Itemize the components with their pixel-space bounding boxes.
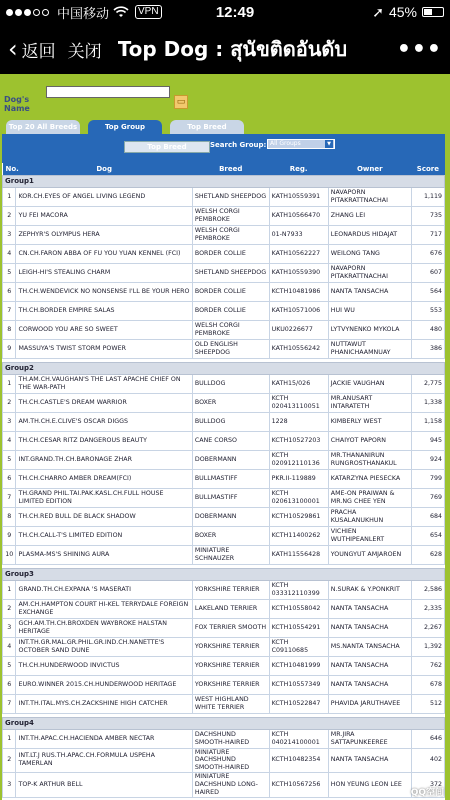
table-row[interactable] bbox=[3, 748, 445, 773]
rank-cell: 7 bbox=[3, 301, 16, 320]
owner-cell: HON YEUNG LEON LEE bbox=[328, 773, 411, 798]
owner-cell: MR.THANANIRUN RUNGROSTHANAKUL bbox=[328, 450, 411, 469]
dog-name-cell: GRAND.TH.CH.EXPANA 'S MASERATI bbox=[16, 580, 192, 599]
dog-name-cell: MASSUYA'S TWIST STORM POWER bbox=[16, 339, 192, 358]
dog-name-cell: CN.CH.FARON ABBA OF FU YOU YUAN KENNEL (FCI) bbox=[16, 244, 192, 263]
rank-cell: 9 bbox=[3, 339, 16, 358]
breed-cell: MINIATURE DACHSHUND SMOOTH-HAIRED bbox=[192, 748, 269, 773]
dog-name-cell: INT.LT.J RUS.TH.APAC.CH.FORMULA USPEHA TAMERLAN bbox=[16, 748, 192, 773]
col-header-no: No. bbox=[3, 163, 16, 175]
search-group-select[interactable] bbox=[267, 139, 335, 149]
reg-cell: 01-N7933 bbox=[269, 225, 328, 244]
tab-top-breed[interactable]: Top Breed bbox=[170, 120, 244, 134]
dog-name-cell: TH.CH.HUNDERWOOD INVICTUS bbox=[16, 656, 192, 675]
table-row[interactable] bbox=[3, 773, 445, 798]
dog-name-cell: GCH.AM.TH.CH.BROXDEN WAYBROKE HALSTAN HERITAGE bbox=[16, 618, 192, 637]
breed-cell: BULLDOG bbox=[192, 374, 269, 393]
table-row[interactable] bbox=[3, 282, 445, 301]
folder-search-icon: ▭ bbox=[176, 97, 186, 107]
signal-strength-icon bbox=[6, 9, 49, 16]
table-row[interactable] bbox=[3, 526, 445, 545]
signal-dot bbox=[6, 9, 13, 16]
breed-cell: BOXER bbox=[192, 393, 269, 412]
group-name: Group4 bbox=[3, 717, 445, 729]
reg-cell: KCTH10557349 bbox=[269, 675, 328, 694]
score-cell: 2,335 bbox=[411, 599, 444, 618]
reg-cell: KCTH10558042 bbox=[269, 599, 328, 618]
score-cell: 1,338 bbox=[411, 393, 444, 412]
rank-cell: 6 bbox=[3, 469, 16, 488]
dog-name-label: Dog's Name bbox=[4, 95, 30, 113]
filter-bar bbox=[2, 137, 445, 163]
table-row[interactable] bbox=[3, 545, 445, 564]
owner-cell: CHAIYOT PAPORN bbox=[328, 431, 411, 450]
reg-cell: KCTH10527203 bbox=[269, 431, 328, 450]
score-cell: 762 bbox=[411, 656, 444, 675]
dog-name-cell: EURO.WINNER 2015.CH.HUNDERWOOD HERITAGE bbox=[16, 675, 192, 694]
reg-cell: KCTH 040214100001 bbox=[269, 729, 328, 748]
rank-cell: 6 bbox=[3, 282, 16, 301]
group-name: Group3 bbox=[3, 568, 445, 580]
rank-cell: 1 bbox=[3, 187, 16, 206]
table-row[interactable] bbox=[3, 431, 445, 450]
score-cell: 386 bbox=[411, 339, 444, 358]
reg-cell: KCTH10529861 bbox=[269, 507, 328, 526]
reg-cell: UKU0226677 bbox=[269, 320, 328, 339]
owner-cell: NANTA TANSACHA bbox=[328, 599, 411, 618]
owner-cell: MR.JIRA SATTAPUNKEEREE bbox=[328, 729, 411, 748]
rank-cell: 8 bbox=[3, 507, 16, 526]
rank-cell: 2 bbox=[3, 393, 16, 412]
breed-cell: WELSH CORGI PEMBROKE bbox=[192, 225, 269, 244]
dog-name-cell: TH.CH.WENDEVICK NO NONSENSE I'LL BE YOUR HERO bbox=[16, 282, 192, 301]
table-row[interactable] bbox=[3, 244, 445, 263]
score-cell: 402 bbox=[411, 748, 444, 773]
table-row[interactable] bbox=[3, 618, 445, 637]
location-arrow-icon: ➚ bbox=[372, 3, 384, 20]
table-row[interactable] bbox=[3, 339, 445, 358]
search-group-value: All Groups bbox=[270, 140, 301, 147]
table-row[interactable] bbox=[3, 450, 445, 469]
dog-name-cell: TH.CH.CESAR RITZ DANGEROUS BEAUTY bbox=[16, 431, 192, 450]
status-time: 12:49 bbox=[215, 3, 255, 21]
rank-cell: 2 bbox=[3, 748, 16, 773]
breed-cell: YORKSHIRE TERRIER bbox=[192, 656, 269, 675]
table-row[interactable] bbox=[3, 675, 445, 694]
score-cell: 678 bbox=[411, 675, 444, 694]
breed-cell: DOBERMANN bbox=[192, 450, 269, 469]
dog-name-cell: KOR.CH.EYES OF ANGEL LIVING LEGEND bbox=[16, 187, 192, 206]
back-button[interactable]: 返回 bbox=[21, 41, 56, 62]
reg-cell: KATH15/026 bbox=[269, 374, 328, 393]
wifi-icon bbox=[113, 6, 129, 18]
status-bar bbox=[0, 0, 450, 24]
owner-cell: MS.NANTA TANSACHA bbox=[328, 637, 411, 656]
breed-cell: SHETLAND SHEEPDOG bbox=[192, 187, 269, 206]
breed-cell: SHETLAND SHEEPDOG bbox=[192, 263, 269, 282]
score-cell: 1,392 bbox=[411, 637, 444, 656]
breed-cell: WEST HIGHLAND WHITE TERRIER bbox=[192, 694, 269, 713]
table-row[interactable] bbox=[3, 225, 445, 244]
signal-dot bbox=[24, 9, 31, 16]
owner-cell: NANTA TANSACHA bbox=[328, 675, 411, 694]
breed-cell: DOBERMANN bbox=[192, 507, 269, 526]
reg-cell: KATH10571006 bbox=[269, 301, 328, 320]
table-row[interactable] bbox=[3, 301, 445, 320]
table-row[interactable] bbox=[3, 412, 445, 431]
breed-cell: YORKSHIRE TERRIER bbox=[192, 580, 269, 599]
rank-cell: 3 bbox=[3, 773, 16, 798]
col-header-reg: Reg. bbox=[269, 163, 328, 175]
close-button[interactable]: 关闭 bbox=[67, 41, 102, 62]
score-cell: 646 bbox=[411, 729, 444, 748]
table-row[interactable] bbox=[3, 206, 445, 225]
reg-cell: KCTH11400262 bbox=[269, 526, 328, 545]
table-row[interactable] bbox=[3, 507, 445, 526]
score-cell: 684 bbox=[411, 507, 444, 526]
breed-cell: BULLMASTIFF bbox=[192, 469, 269, 488]
table-row[interactable] bbox=[3, 469, 445, 488]
rank-cell: 5 bbox=[3, 263, 16, 282]
owner-cell: PRACHA KUSALANUKHUN bbox=[328, 507, 411, 526]
rank-cell: 3 bbox=[3, 412, 16, 431]
page-title: Top Dog : สุนัขติดอันดับ bbox=[117, 37, 348, 61]
breed-cell: BORDER COLLIE bbox=[192, 282, 269, 301]
score-cell: 607 bbox=[411, 263, 444, 282]
owner-cell: NANTA TANSACHA bbox=[328, 748, 411, 773]
table-row[interactable] bbox=[3, 263, 445, 282]
top-breed-button[interactable]: Top Breed bbox=[124, 141, 210, 153]
score-cell: 512 bbox=[411, 694, 444, 713]
rank-cell: 4 bbox=[3, 637, 16, 656]
reg-cell: KCTH10481999 bbox=[269, 656, 328, 675]
col-header-owner: Owner bbox=[328, 163, 411, 175]
score-cell: 945 bbox=[411, 431, 444, 450]
battery-fill bbox=[424, 9, 432, 15]
reg-cell: KATH10566470 bbox=[269, 206, 328, 225]
dog-name-cell: TH.AM.CH.VAUGHAN'S THE LAST APACHE CHIEF ON THE WAR-PATH bbox=[16, 374, 192, 393]
score-cell: 480 bbox=[411, 320, 444, 339]
score-cell: 676 bbox=[411, 244, 444, 263]
table-row[interactable] bbox=[3, 187, 445, 206]
dog-name-cell: CORWOOD YOU ARE SO SWEET bbox=[16, 320, 192, 339]
score-cell: 564 bbox=[411, 282, 444, 301]
owner-cell: LEONARDUS HIDAJAT bbox=[328, 225, 411, 244]
rank-cell: 1 bbox=[3, 729, 16, 748]
group-name: Group2 bbox=[3, 362, 445, 374]
rank-cell: 1 bbox=[3, 374, 16, 393]
owner-cell: NANTA TANSACHA bbox=[328, 656, 411, 675]
reg-cell: PKR.II-119889 bbox=[269, 469, 328, 488]
tab-bar bbox=[6, 120, 444, 134]
reg-cell: KATH10559391 bbox=[269, 187, 328, 206]
breed-cell: CANE CORSO bbox=[192, 431, 269, 450]
score-cell: 2,775 bbox=[411, 374, 444, 393]
dog-name-cell: AM.TH.CH.E.CLIVE'S OSCAR DIGGS bbox=[16, 412, 192, 431]
dog-search-row bbox=[4, 84, 450, 113]
breed-cell: DACHSHUND SMOOTH-HAIRED bbox=[192, 729, 269, 748]
owner-cell: NAVAPORN PITAKRATTNACHAI bbox=[328, 187, 411, 206]
table-body bbox=[3, 175, 445, 800]
rank-cell: 4 bbox=[3, 431, 16, 450]
breed-cell: BULLDOG bbox=[192, 412, 269, 431]
rank-cell: 5 bbox=[3, 656, 16, 675]
owner-cell: YOUNGYUT AMJAROEN bbox=[328, 545, 411, 564]
reg-cell: 1228 bbox=[269, 412, 328, 431]
watermark: QQ空间 bbox=[410, 788, 444, 798]
rank-cell: 2 bbox=[3, 206, 16, 225]
rank-cell: 5 bbox=[3, 450, 16, 469]
breed-cell: MINIATURE SCHNAUZER bbox=[192, 545, 269, 564]
nav-bar bbox=[0, 24, 450, 74]
reg-cell: KCTH10481986 bbox=[269, 282, 328, 301]
score-cell: 1,119 bbox=[411, 187, 444, 206]
rank-cell: 10 bbox=[3, 545, 16, 564]
dog-name-cell: TH.CH.CALL-T'S LIMITED EDITION bbox=[16, 526, 192, 545]
group-header-row bbox=[3, 175, 445, 187]
signal-dot bbox=[33, 9, 40, 16]
more-menu-icon[interactable]: ••• bbox=[396, 36, 442, 62]
score-cell: 769 bbox=[411, 488, 444, 507]
vpn-badge: VPN bbox=[135, 5, 162, 19]
reg-cell: KATH10562227 bbox=[269, 244, 328, 263]
owner-cell: N.SURAK & Y.PONKRIT bbox=[328, 580, 411, 599]
reg-cell: KCTH 020413110051 bbox=[269, 393, 328, 412]
results-panel bbox=[2, 134, 445, 800]
score-cell: 799 bbox=[411, 469, 444, 488]
dog-name-cell: LEIGH-HI'S STEALING CHARM bbox=[16, 263, 192, 282]
owner-cell: NANTA TANSACHA bbox=[328, 282, 411, 301]
status-right bbox=[294, 4, 444, 21]
dog-name-cell: INT.TH.APAC.CH.HACIENDA AMBER NECTAR bbox=[16, 729, 192, 748]
dog-name-cell: INT.TH.ITAL.MYS.CH.ZACKSHINE HIGH CATCHER bbox=[16, 694, 192, 713]
rank-cell: 3 bbox=[3, 225, 16, 244]
breed-cell: LAKELAND TERRIER bbox=[192, 599, 269, 618]
reg-cell: KCTH 020613100001 bbox=[269, 488, 328, 507]
owner-cell: LYTVYNENKO MYKOLA bbox=[328, 320, 411, 339]
breed-cell: MINIATURE DACHSHUND LONG-HAIRED bbox=[192, 773, 269, 798]
group-name: Group1 bbox=[3, 175, 445, 187]
web-content bbox=[0, 74, 450, 800]
dog-name-cell: TH.CH.CASTLE'S DREAM WARRIOR bbox=[16, 393, 192, 412]
dog-name-cell: ZEPHYR'S OLYMPUS HERA bbox=[16, 225, 192, 244]
carrier-name: 中国移动 bbox=[57, 5, 110, 21]
owner-cell: NAVAPORN PITAKRATTNACHAI bbox=[328, 263, 411, 282]
table-row[interactable] bbox=[3, 320, 445, 339]
dog-name-cell: YU FEI MACORA bbox=[16, 206, 192, 225]
rank-cell: 9 bbox=[3, 526, 16, 545]
status-left bbox=[6, 3, 176, 22]
group-header-row bbox=[3, 717, 445, 729]
rank-cell: 6 bbox=[3, 675, 16, 694]
score-cell: 735 bbox=[411, 206, 444, 225]
table-header-row bbox=[3, 163, 445, 175]
breed-cell: YORKSHIRE TERRIER bbox=[192, 675, 269, 694]
score-cell: 717 bbox=[411, 225, 444, 244]
rank-cell: 2 bbox=[3, 599, 16, 618]
dog-name-cell: TH.CH.RED BULL DE BLACK SHADOW bbox=[16, 507, 192, 526]
table-row[interactable] bbox=[3, 393, 445, 412]
dog-name-cell: AM.CH.HAMPTON COURT HI-KEL TERRYDALE FOREIGN EXCHANGE bbox=[16, 599, 192, 618]
table-row[interactable] bbox=[3, 694, 445, 713]
rank-cell: 1 bbox=[3, 580, 16, 599]
reg-cell: KCTH 020912110136 bbox=[269, 450, 328, 469]
col-header-dog: Dog bbox=[16, 163, 192, 175]
tab-top-group[interactable]: Top Group bbox=[88, 120, 162, 134]
rank-cell: 3 bbox=[3, 618, 16, 637]
back-chevron-icon[interactable]: ‹ bbox=[8, 35, 18, 63]
score-cell: 2,586 bbox=[411, 580, 444, 599]
breed-cell: BORDER COLLIE bbox=[192, 244, 269, 263]
reg-cell: KCTH10522847 bbox=[269, 694, 328, 713]
owner-cell: KIMBERLY WEST bbox=[328, 412, 411, 431]
owner-cell: WEILONG TANG bbox=[328, 244, 411, 263]
reg-cell: KCTH10554291 bbox=[269, 618, 328, 637]
breed-cell: FOX TERRIER SMOOTH bbox=[192, 618, 269, 637]
tab-top-20-all-breeds[interactable]: Top 20 All Breeds bbox=[6, 120, 80, 134]
breed-cell: BOXER bbox=[192, 526, 269, 545]
ranking-table bbox=[2, 163, 445, 800]
reg-cell: KATH10556242 bbox=[269, 339, 328, 358]
reg-cell: KCTH C09110685 bbox=[269, 637, 328, 656]
table-row[interactable] bbox=[3, 599, 445, 618]
owner-cell: NANTA TANSACHA bbox=[328, 618, 411, 637]
table-row[interactable] bbox=[3, 656, 445, 675]
table-row[interactable] bbox=[3, 729, 445, 748]
signal-dot bbox=[15, 9, 22, 16]
owner-cell: NUTTAWUT PHANICHAAMNUAY bbox=[328, 339, 411, 358]
chevron-down-icon: ▼ bbox=[325, 140, 333, 148]
owner-cell: JACKIE VAUGHAN bbox=[328, 374, 411, 393]
owner-cell: AME-ON PRAIWAN & MR.NG CHEE YEN bbox=[328, 488, 411, 507]
rank-cell: 8 bbox=[3, 320, 16, 339]
breed-cell: WELSH CORGI PEMBROKE bbox=[192, 206, 269, 225]
dog-name-cell: PLASMA-MS'S SHINING AURA bbox=[16, 545, 192, 564]
dog-name-cell: TH.CH.BORDER EMPIRE SALAS bbox=[16, 301, 192, 320]
breed-cell: BULLMASTIFF bbox=[192, 488, 269, 507]
dog-name-cell: INT.TH.GR.MAL.GR.PHIL.GR.IND.CH.NANETTE'S OCTOBER SAND DUNE bbox=[16, 637, 192, 656]
group-header-row bbox=[3, 362, 445, 374]
owner-cell: PHAVIDA JARUTHAVEE bbox=[328, 694, 411, 713]
reg-cell: KCTH10482354 bbox=[269, 748, 328, 773]
reg-cell: KATH10559390 bbox=[269, 263, 328, 282]
signal-dot bbox=[42, 9, 49, 16]
dog-name-cell: TH.GRAND PHIL.TAI.PAK.KASL.CH.FULL HOUSE LIMITED EDITION bbox=[16, 488, 192, 507]
battery-icon bbox=[422, 7, 444, 17]
owner-cell: MR.ANUSART INTARATETH bbox=[328, 393, 411, 412]
score-cell: 553 bbox=[411, 301, 444, 320]
table-row[interactable] bbox=[3, 488, 445, 507]
score-cell: 654 bbox=[411, 526, 444, 545]
score-cell: 628 bbox=[411, 545, 444, 564]
dog-name-input[interactable] bbox=[46, 86, 170, 98]
col-header-breed: Breed bbox=[192, 163, 269, 175]
battery-percent: 45% bbox=[388, 4, 417, 20]
search-group-label: Search Group: bbox=[210, 141, 267, 149]
group-header-row bbox=[3, 568, 445, 580]
owner-cell: KATARZYNA PIESECKA bbox=[328, 469, 411, 488]
reg-cell: KATH11556428 bbox=[269, 545, 328, 564]
reg-cell: KCTH10567256 bbox=[269, 773, 328, 798]
search-button[interactable] bbox=[174, 95, 188, 109]
breed-cell: OLD ENGLISH SHEEPDOG bbox=[192, 339, 269, 358]
rank-cell: 7 bbox=[3, 694, 16, 713]
score-cell: 924 bbox=[411, 450, 444, 469]
owner-cell: HUI WU bbox=[328, 301, 411, 320]
rank-cell: 7 bbox=[3, 488, 16, 507]
dog-name-cell: TH.CH.CHARRO AMBER DREAM(FCI) bbox=[16, 469, 192, 488]
owner-cell: VICHIEN WUTHIPEANLERT bbox=[328, 526, 411, 545]
reg-cell: KCTH 033312110399 bbox=[269, 580, 328, 599]
col-header-score: Score bbox=[411, 163, 444, 175]
dog-name-cell: TOP-K ARTHUR BELL bbox=[16, 773, 192, 798]
breed-cell: YORKSHIRE TERRIER bbox=[192, 637, 269, 656]
dog-name-cell: INT.GRAND.TH.CH.BARONAGE ZHAR bbox=[16, 450, 192, 469]
breed-cell: WELSH CORGI PEMBROKE bbox=[192, 320, 269, 339]
rank-cell: 4 bbox=[3, 244, 16, 263]
table-row[interactable] bbox=[3, 637, 445, 656]
table-row[interactable] bbox=[3, 580, 445, 599]
table-row[interactable] bbox=[3, 374, 445, 393]
score-cell: 372 bbox=[411, 773, 444, 798]
breed-cell: BORDER COLLIE bbox=[192, 301, 269, 320]
score-cell: 2,267 bbox=[411, 618, 444, 637]
score-cell: 1,158 bbox=[411, 412, 444, 431]
owner-cell: ZHANG LEI bbox=[328, 206, 411, 225]
